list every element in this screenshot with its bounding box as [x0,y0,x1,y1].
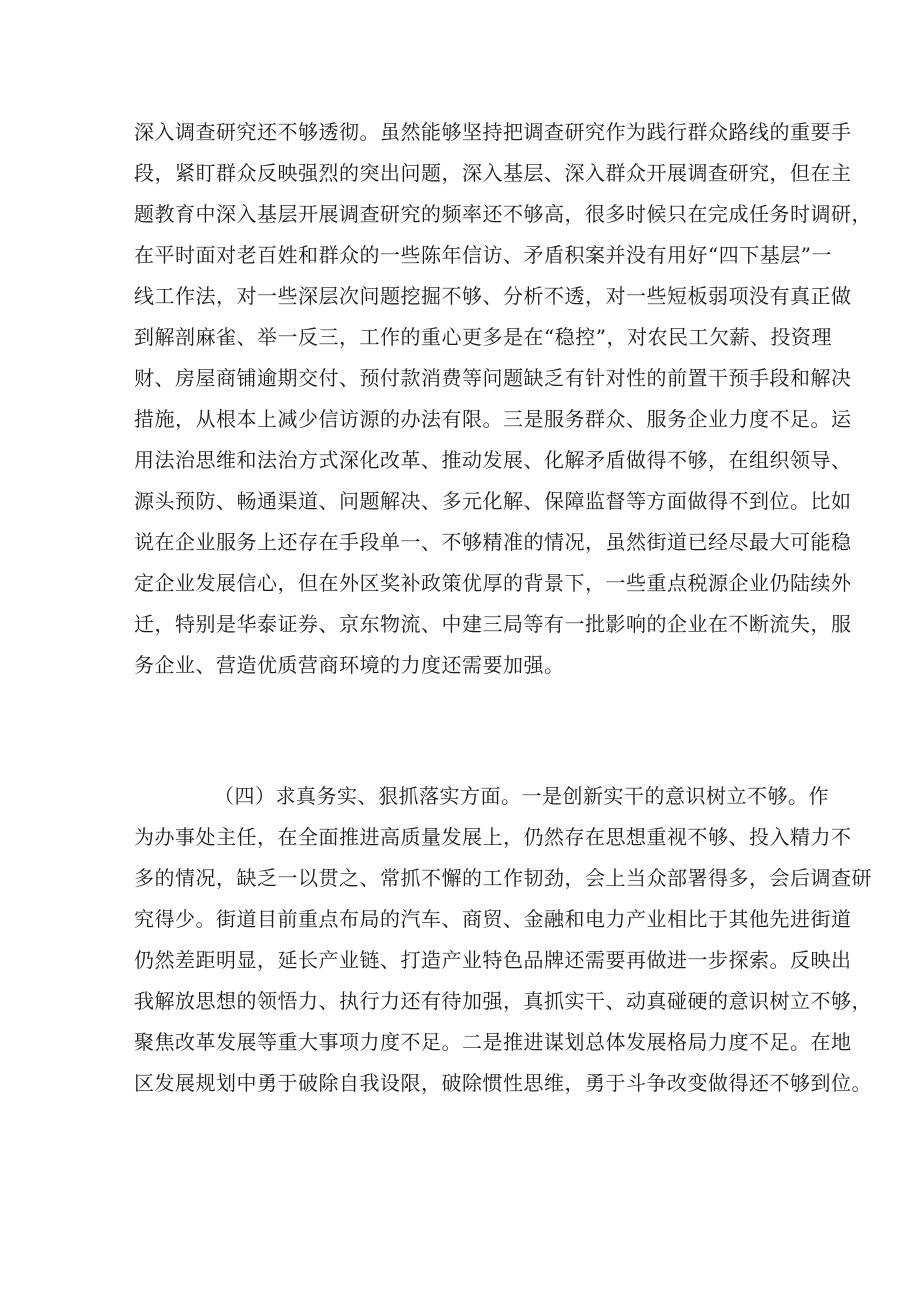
paragraph-line: 究得少。街道目前重点布局的汽车、商贸、金融和电力产业相比于其他先进街道 [134,907,852,931]
paragraph-line: 到解剖麻雀、举一反三，工作的重心更多是在“稳控”，对农民工欠薪、投资理 [134,325,832,349]
paragraph-line: 聚焦改革发展等重大事项力度不足。二是推进谋划总体发展格局力度不足。在地 [134,1030,852,1054]
paragraph-1 [134,112,872,686]
paragraph-line: 说在企业服务上还存在手段单一、不够精准的情况，虽然街道已经尽最大可能稳 [134,530,852,554]
paragraph-line: 仍然差距明显，延长产业链、打造产业特色品牌还需要再做进一步探索。反映出 [134,948,852,972]
paragraph-line: 段，紧盯群众反映强烈的突出问题，深入基层、深入群众开展调查研究，但在主 [134,161,852,185]
paragraph-line: 财、房屋商铺逾期交付、预付款消费等问题缺乏有针对性的前置干预手段和解决 [134,366,852,390]
paragraph-line: 深入调查研究还不够透彻。虽然能够坚持把调查研究作为践行群众路线的重要手 [134,120,852,144]
paragraph-line: 用法治思维和法治方式深化改革、推动发展、化解矛盾做得不够，在组织领导、 [134,448,852,472]
paragraph-2 [134,776,872,1104]
paragraph-line: 多的情况，缺乏一以贯之、常抓不懈的工作韧劲，会上当众部署得多，会后调查研 [134,866,872,890]
paragraph-line: 源头预防、畅通渠道、问题解决、多元化解、保障监督等方面做得不到位。比如 [134,489,852,513]
paragraph-line: 线工作法，对一些深层次问题挖掘不够、分析不透，对一些短板弱项没有真正做 [134,284,852,308]
paragraph-line: 题教育中深入基层开展调查研究的频率还不够高，很多时候只在完成任务时调研， [134,202,872,226]
paragraph-line: 迁，特别是华泰证券、京东物流、中建三局等有一批影响的企业在不断流失，服 [134,612,852,636]
paragraph-line: 我解放思想的领悟力、执行力还有待加强，真抓实干、动真碰硬的意识树立不够， [134,989,872,1013]
section-heading-line: （四）求真务实、狠抓落实方面。一是创新实干的意识树立不够。作 [214,784,829,808]
paragraph-line: 为办事处主任，在全面推进高质量发展上，仍然存在思想重视不够、投入精力不 [134,825,852,849]
paragraph-line: 在平时面对老百姓和群众的一些陈年信访、矛盾积案并没有用好“四下基层”一 [134,243,832,267]
paragraph-line: 定企业发展信心，但在外区奖补政策优厚的背景下，一些重点税源企业仍陆续外 [134,571,852,595]
paragraph-line: 务企业、营造优质营商环境的力度还需要加强。 [134,653,565,677]
paragraph-line: 区发展规划中勇于破除自我设限，破除惯性思维，勇于斗争改变做得还不够到位。 [134,1071,872,1095]
paragraph-line: 措施，从根本上减少信访源的办法有限。三是服务群众、服务企业力度不足。运 [134,407,852,431]
